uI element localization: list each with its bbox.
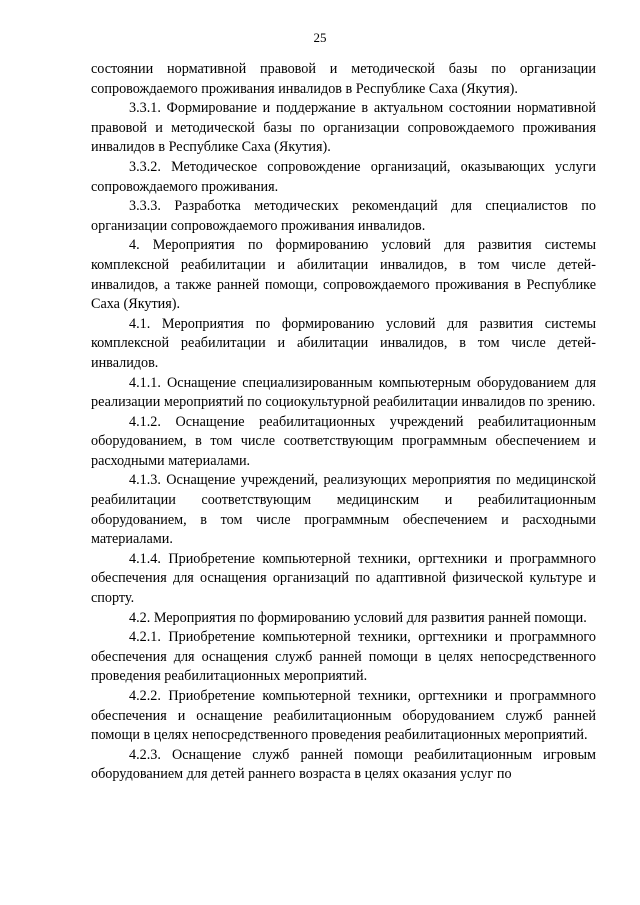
paragraph-4-2: 4.2. Мероприятия по формированию условий для развития ранней помощи. (129, 609, 587, 626)
paragraph-4-1-3: 4.1.3. Оснащение учреждений, реализующих мероприятия по медицинской реабилитации соответствующим медицинским и реабилитационным оборудованием, в том числе программным обеспечением и расходными материалами. (91, 472, 596, 548)
document-body (91, 60, 596, 785)
paragraph-3-3-2: 3.3.2. Методическое сопровождение организаций, оказывающих услуги сопровождаемого проживания. (91, 158, 596, 195)
paragraph-4-2-1: 4.2.1. Приобретение компьютерной техники, оргтехники и программного обеспечения для оснащения служб ранней помощи в целях непосредственного проведения реабилитационных мероприятий. (91, 629, 596, 685)
paragraph-4-1-2: 4.1.2. Оснащение реабилитационных учреждений реабилитационным оборудованием, в том числе соответствующим программным обеспечением и расходными материалами. (91, 413, 596, 469)
page-number: 25 (313, 30, 327, 45)
paragraph-3-3-3: 3.3.3. Разработка методических рекомендаций для специалистов по организации сопровождаемого проживания инвалидов. (91, 198, 596, 234)
paragraph-continuation: состоянии нормативной правовой и методической базы по организации сопровождаемого проживания инвалидов в Республике Саха (Якутия). (91, 61, 596, 97)
paragraph-4-1-4: 4.1.4. Приобретение компьютерной техники, оргтехники и программного обеспечения для оснащения организаций по адаптивной физической культуре и спорту. (91, 550, 596, 607)
paragraph-4-2-2: 4.2.2. Приобретение компьютерной техники, оргтехники и программного обеспечения и оснащение реабилитационным оборудованием служб ранней помощи в целях непосредственного проведения реабилитационных мероприятий. (91, 688, 596, 744)
paragraph-4-2-3: 4.2.3. Оснащение служб ранней помощи реабилитационным игровым оборудованием для детей раннего возраста в целях оказания услуг по (91, 746, 596, 783)
paragraph-4-1-1: 4.1.1. Оснащение специализированным компьютерным оборудованием для реализации мероприятий по социокультурной реабилитации инвалидов по зрению. (91, 374, 596, 411)
paragraph-4: 4. Мероприятия по формированию условий для развития системы комплексной реабилитации и абилитации инвалидов, в том числе детей-инвалидов, а также ранней помощи, сопровождаемого проживания в Республике Саха (Якутия). (91, 237, 596, 313)
paragraph-3-3-1: 3.3.1. Формирование и поддержание в актуальном состоянии нормативной правовой и методической базы по организации сопровождаемого проживания инвалидов в Республике Саха (Якутия). (91, 100, 596, 156)
paragraph-4-1: 4.1. Мероприятия по формированию условий для развития системы комплексной реабилитации и абилитации инвалидов, в том числе детей-инвалидов. (91, 315, 596, 371)
